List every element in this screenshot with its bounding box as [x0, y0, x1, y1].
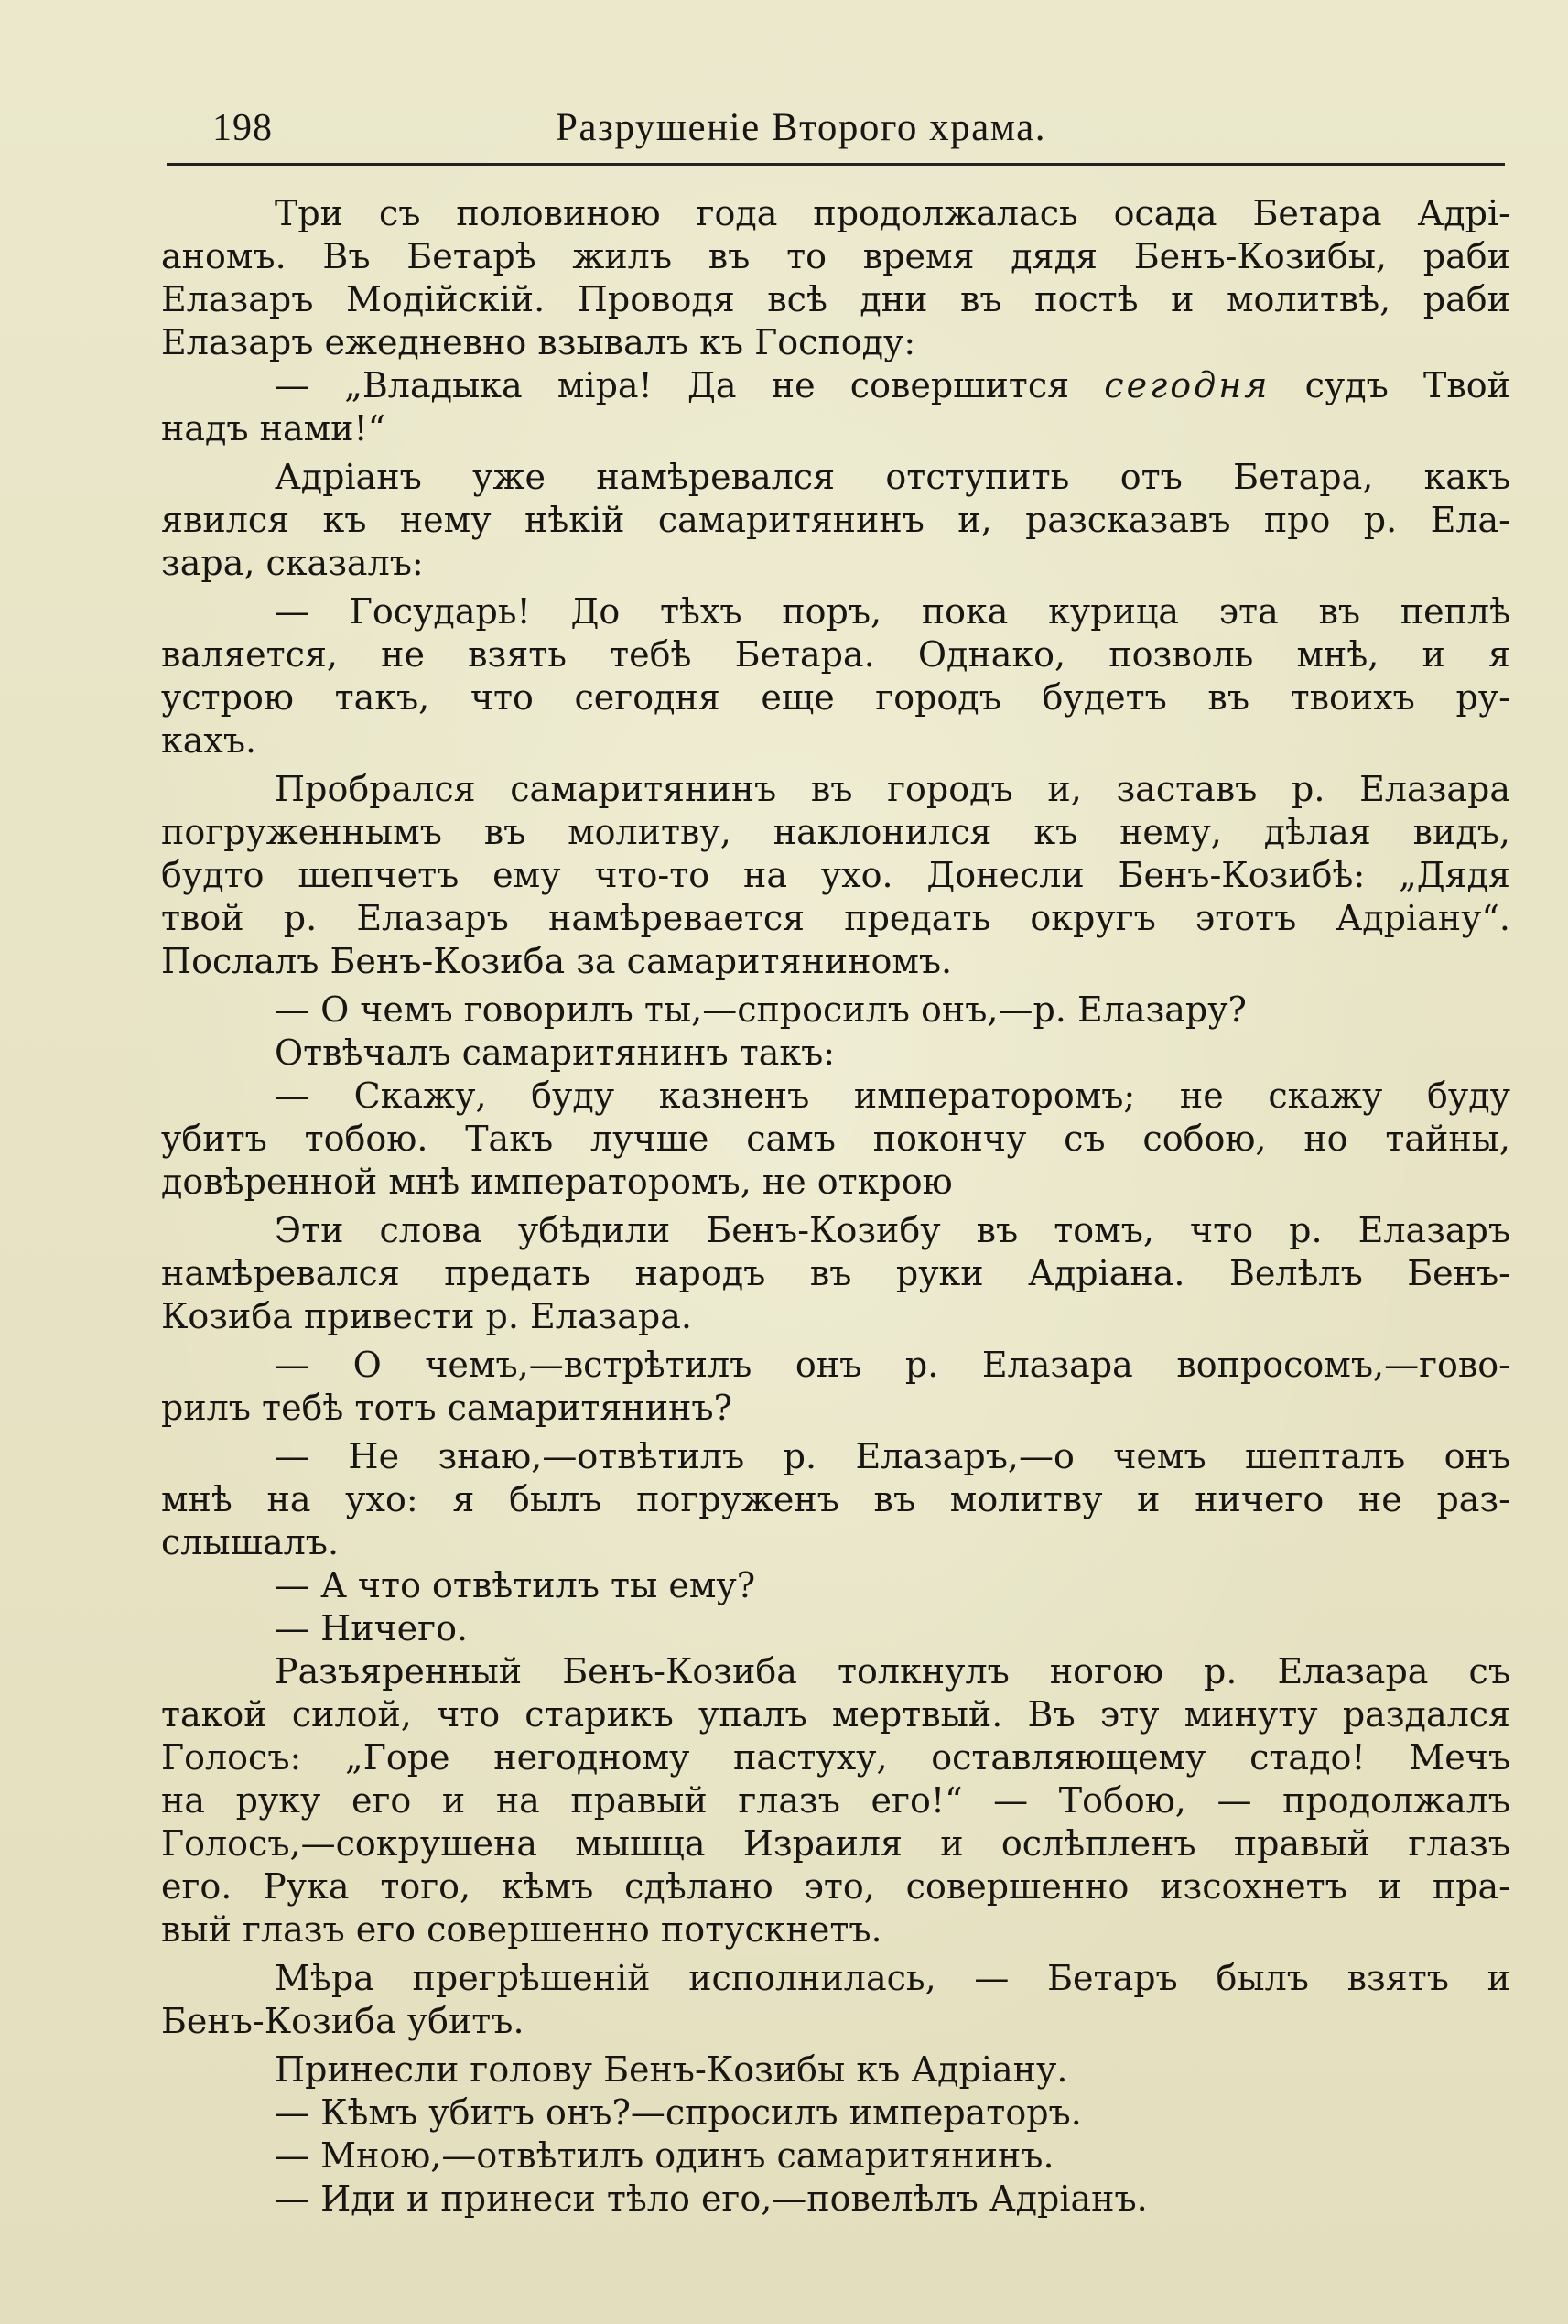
text-line: — О чемъ,—встрѣтилъ онъ р. Елазара вопросомъ,—гово-	[275, 1345, 1510, 1385]
text-line: намѣревался предать народъ въ руки Адріана. Велѣлъ Бенъ-	[161, 1253, 1510, 1293]
text-line: Голосъ: „Горе негодному пастуху, оставляющему стадо! Мечъ	[161, 1737, 1510, 1778]
text-line: — А что отвѣтилъ ты ему?	[275, 1565, 756, 1605]
text-line: кахъ.	[161, 720, 257, 761]
header-rule	[167, 163, 1505, 166]
text-line: явился къ нему нѣкій самаритянинъ и, разсказавъ про р. Ела-	[161, 500, 1510, 540]
text-line: Козиба привести р. Елазара.	[161, 1296, 692, 1336]
text-line	[161, 364, 1510, 407]
text-line: его. Рука того, кѣмъ сдѣлано это, совершенно изсохнетъ и пра-	[161, 1866, 1510, 1907]
text-line: Адріанъ уже намѣревался отступить отъ Бетара, какъ	[275, 457, 1510, 497]
body-text	[161, 192, 1510, 2221]
text-line: аномъ. Въ Бетарѣ жилъ въ то время дядя Бенъ-Козибы, раби	[161, 236, 1510, 276]
text-line: Разъяренный Бенъ-Козиба толкнулъ ногою р. Елазара съ	[275, 1651, 1510, 1692]
text-line: Отвѣчалъ самаритянинъ такъ:	[275, 1032, 836, 1073]
text-line: Бенъ-Козиба убитъ.	[161, 2001, 524, 2041]
text-line: — Кѣмъ убитъ онъ?—спросилъ императоръ.	[275, 2092, 1082, 2133]
text-line: будто шепчетъ ему что-то на ухо. Донесли Бенъ-Козибѣ: „Дядя	[161, 855, 1510, 895]
text-line: валяется, не взять тебѣ Бетара. Однако, позволь мнѣ, и я	[161, 634, 1510, 675]
text-line: довѣренной мнѣ императоромъ, не открою	[161, 1162, 953, 1202]
text-line: — Скажу, буду казненъ императоромъ; не скажу буду	[275, 1076, 1510, 1116]
text-line: на руку его и на правый глазъ его!“ — Тобою, — продолжалъ	[161, 1780, 1510, 1821]
text-line: убитъ тобою. Такъ лучше самъ покончу съ собою, но тайны,	[161, 1119, 1510, 1159]
text-line: такой силой, что старикъ упалъ мертвый. Въ эту минуту раздался	[161, 1694, 1510, 1735]
text-line: — Не знаю,—отвѣтилъ р. Елазаръ,—о чемъ шепталъ онъ	[275, 1436, 1510, 1476]
text-line: — Государь! До тѣхъ поръ, пока курица эта въ пеплѣ	[275, 591, 1510, 632]
text-line: Мѣра прегрѣшеній исполнилась, — Бетаръ былъ взятъ и	[275, 1958, 1510, 1998]
text-line: Эти слова убѣдили Бенъ-Козибу въ томъ, что р. Елазаръ	[275, 1210, 1510, 1250]
text-segment: — „Владыка міра! Да не совершится	[275, 365, 1105, 405]
text-line: мнѣ на ухо: я былъ погруженъ въ молитву и ничего не раз-	[161, 1479, 1510, 1519]
text-line: надъ нами!“	[161, 408, 386, 449]
text-line: зара, сказалъ:	[161, 543, 424, 583]
text-line: слышалъ.	[161, 1522, 340, 1562]
text-line: вый глазъ его совершенно потускнетъ.	[161, 1909, 882, 1950]
text-line: Принесли голову Бенъ-Козибы къ Адріану.	[275, 2049, 1068, 2090]
text-line: — Ничего.	[275, 1608, 469, 1648]
text-line: — Мною,—отвѣтилъ одинъ самаритянинъ.	[275, 2135, 1054, 2176]
text-line: Пробрался самаритянинъ въ городъ и, заставъ р. Елазара	[275, 769, 1510, 809]
text-line: твой р. Елазаръ намѣревается предать округъ этотъ Адріану“.	[161, 898, 1510, 938]
running-title: Разрушеніе Второго храма.	[556, 106, 1046, 149]
text-line: Послалъ Бенъ-Козиба за самаритяниномъ.	[161, 941, 953, 981]
text-line: погруженнымъ въ молитву, наклонился къ нему, дѣлая видъ,	[161, 812, 1510, 852]
text-line: устрою такъ, что сегодня еще городъ будетъ въ твоихъ ру-	[161, 677, 1510, 718]
text-line: Елазаръ Модійскій. Проводя всѣ дни въ постѣ и молитвѣ, раби	[161, 279, 1510, 319]
text-line: — Иди и принеси тѣло его,—повелѣлъ Адріанъ.	[275, 2178, 1148, 2219]
page-header	[167, 103, 1505, 161]
text-line: рилъ тебѣ тотъ самаритянинъ?	[161, 1388, 732, 1428]
text-segment: судъ Твой	[1270, 365, 1510, 405]
page-number: 198	[212, 107, 273, 149]
text-line: Голосъ,—сокрушена мышца Израиля и ослѣпленъ правый глазъ	[161, 1823, 1510, 1864]
text-line: Три съ половиною года продолжалась осада Бетара Адрі-	[275, 193, 1510, 233]
emphasized-word: сегодня	[1104, 365, 1271, 405]
text-line: — О чемъ говорилъ ты,—спросилъ онъ,—р. Елазару?	[275, 989, 1247, 1030]
text-line: Елазаръ ежедневно взывалъ къ Господу:	[161, 322, 916, 362]
